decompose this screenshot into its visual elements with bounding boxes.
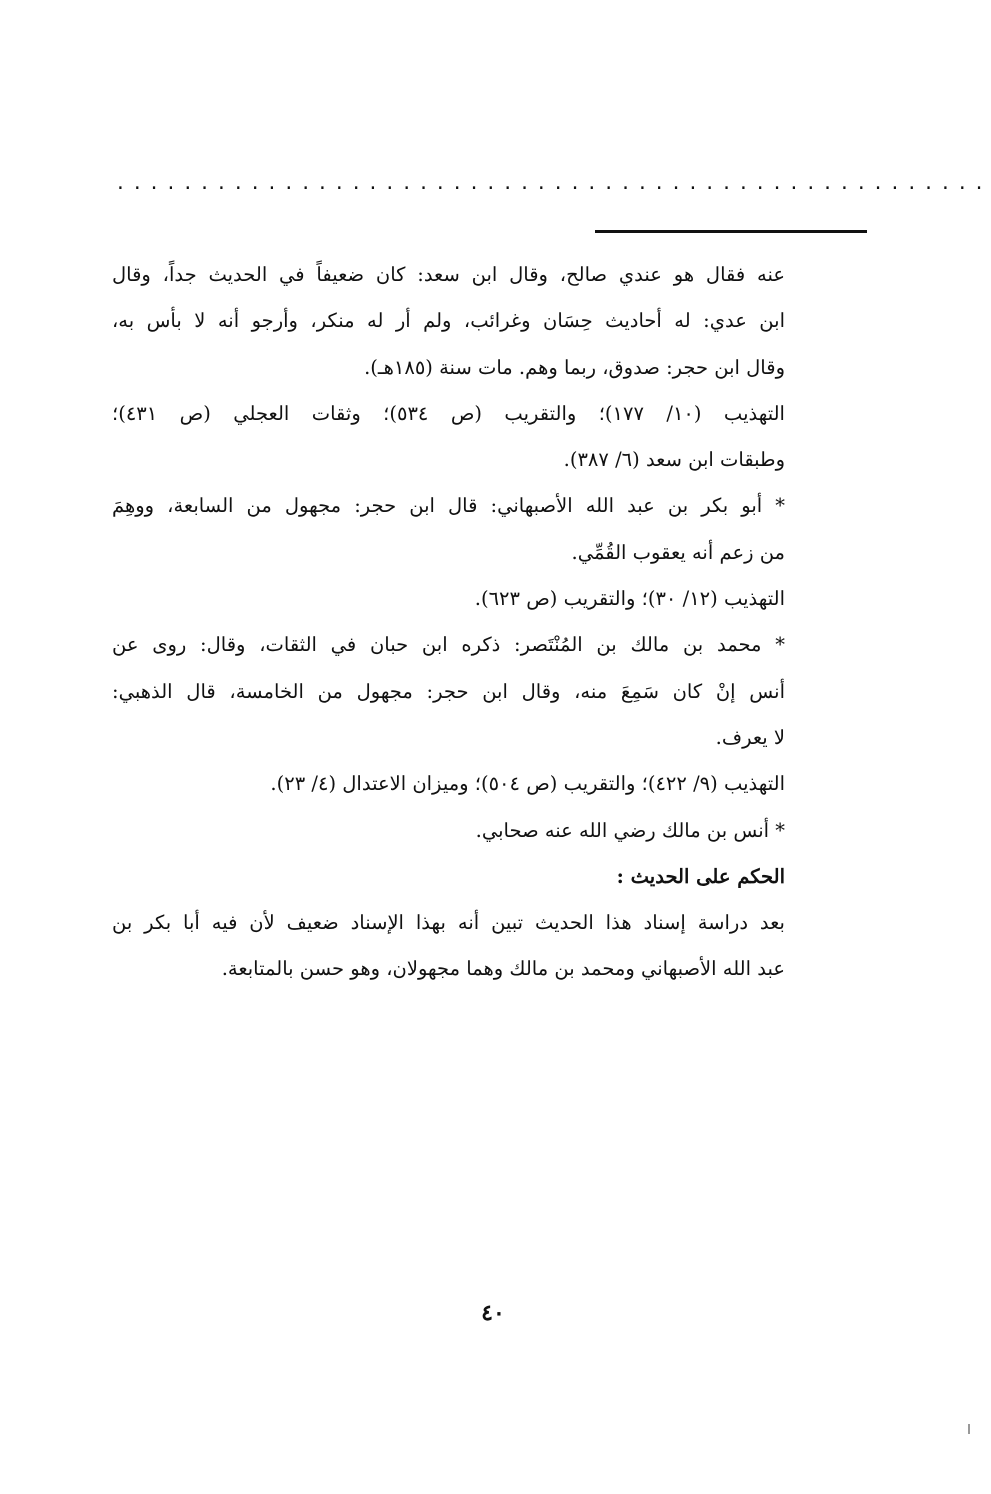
text-line: * أنس بن مالك رضي الله عنه صحابي.: [475, 818, 785, 842]
text-line: عنه فقال هو عندي صالح، وقال ابن سعد: كان ضعيفاً في الحديث جداً، وقال: [112, 263, 785, 286]
text-line: التهذيب (٩/ ٤٢٢)؛ والتقريب (ص ٥٠٤)؛ وميزان الاعتدال (٤/ ٢٣).: [270, 772, 785, 796]
scan-edge-mark: [968, 1424, 970, 1434]
text-line: التهذيب (١٠/ ١٧٧)؛ والتقريب (ص ٥٣٤)؛ وثقات العجلي (ص ٤٣١)؛: [112, 401, 785, 425]
text-line: وطبقات ابن سعد (٦/ ٣٨٧).: [563, 448, 785, 472]
page-number: ٤٠: [481, 1300, 505, 1326]
footnote-text: [112, 252, 785, 993]
text-line: وقال ابن حجر: صدوق، ربما وهم. مات سنة (١٨٥هـ).: [364, 355, 785, 379]
text-line: بعد دراسة إسناد هذا الحديث تبين أنه بهذا الإسناد ضعيف لأن فيه أبا بكر بن: [112, 911, 785, 935]
text-line: لا يعرف.: [715, 725, 785, 749]
text-line: التهذيب (١٢/ ٣٠)؛ والتقريب (ص ٦٢٣).: [474, 587, 785, 611]
text-line: * محمد بن مالك بن المُنْتَصر: ذكره ابن حبان في الثقات، وقال: روى عن: [112, 633, 785, 657]
section-heading: الحكم على الحديث :: [616, 864, 785, 888]
dotted-separator: ....................................................: [115, 173, 991, 194]
text-line: من زعم أنه يعقوب القُمِّي.: [571, 540, 785, 564]
text-line: عبد الله الأصبهاني ومحمد بن مالك وهما مجهولان، وهو حسن بالمتابعة.: [221, 957, 785, 981]
text-line: أنس إنْ كان سَمِعَ منه، وقال ابن حجر: مجهول من الخامسة، قال الذهبي:: [112, 679, 785, 703]
text-line: * أبو بكر بن عبد الله الأصبهاني: قال ابن حجر: مجهول من السابعة، ووهِمَ: [112, 494, 785, 518]
text-line: ابن عدي: له أحاديث حِسَان وغرائب، ولم أر له منكر، وأرجو أنه لا بأس به،: [112, 309, 785, 333]
footnote-rule: [595, 230, 867, 233]
